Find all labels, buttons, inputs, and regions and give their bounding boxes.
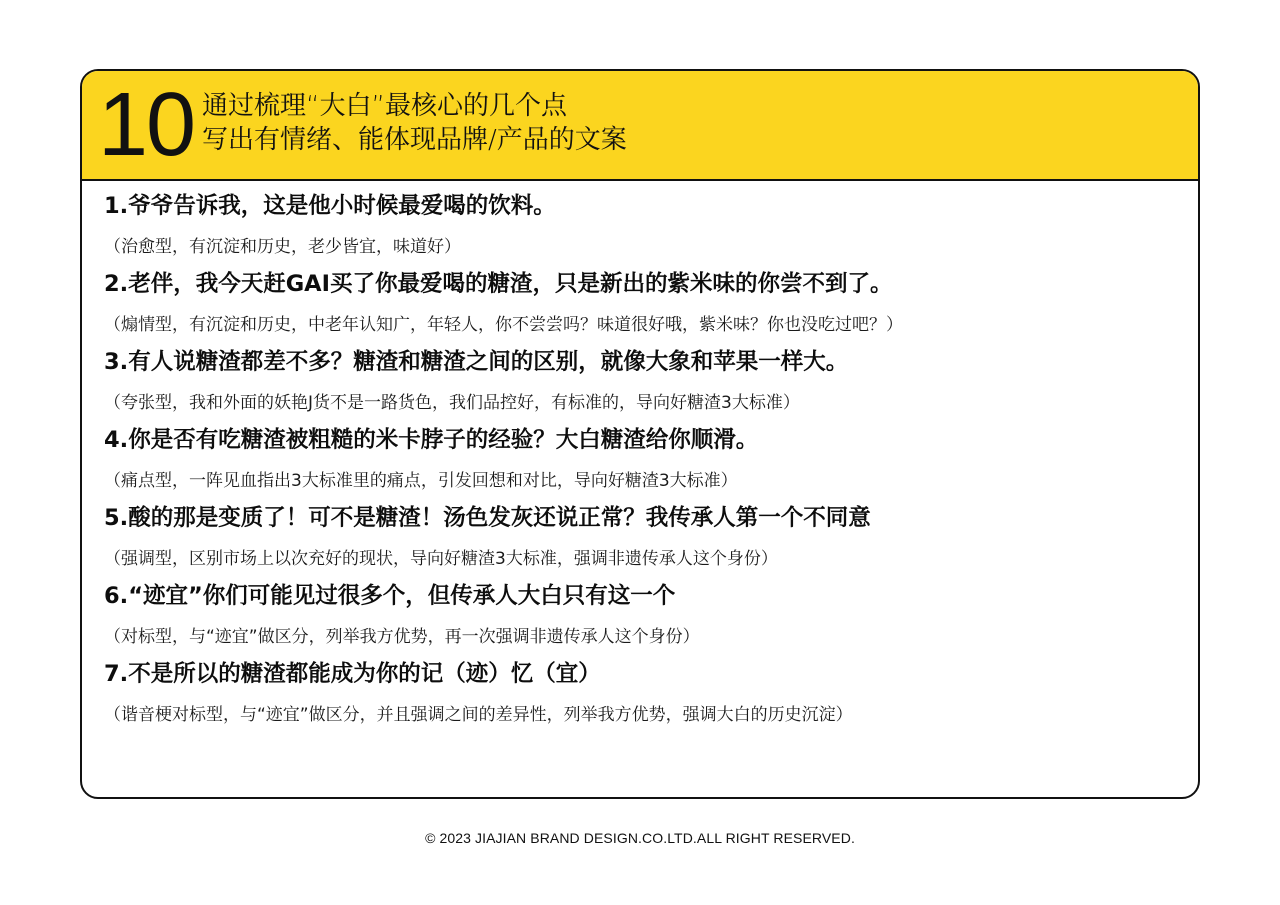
list-item xyxy=(104,425,1178,495)
item-note: （煽情型，有沉淀和历史，中老年认知广，年轻人，你不尝尝吗？味道很好哦，紫米味？你也没吃过吧？） xyxy=(104,315,903,335)
item-note: （夸张型，我和外面的妖艳J货不是一路货色，我们品控好，有标准的，导向好糖渣3大标准） xyxy=(104,393,800,413)
item-title: 1.爷爷告诉我，这是他小时候最爱喝的饮料。 xyxy=(104,193,556,219)
list-item xyxy=(104,347,1178,417)
item-title: 5.酸的那是变质了！可不是糖渣！汤色发灰还说正常？我传承人第一个不同意 xyxy=(104,505,871,531)
item-note: （强调型，区别市场上以次充好的现状，导向好糖渣3大标准，强调非遗传承人这个身份） xyxy=(104,549,778,569)
header-text xyxy=(202,89,627,157)
list-item xyxy=(104,581,1178,651)
list-item xyxy=(104,503,1178,573)
content-card xyxy=(80,69,1200,799)
list-item xyxy=(104,269,1178,339)
item-note: （对标型，与“迹宜”做区分，列举我方优势，再一次强调非遗传承人这个身份） xyxy=(104,627,700,647)
item-note: （治愈型，有沉淀和历史，老少皆宜，味道好） xyxy=(104,237,461,257)
list-item xyxy=(104,191,1178,261)
item-title: 2.老伴，我今天赶GAI买了你最爱喝的糖渣，只是新出的紫米味的你尝不到了。 xyxy=(104,271,893,297)
copyright-footer: © 2023 JIAJIAN BRAND DESIGN.CO.LTD.ALL RIGHT RESERVED. xyxy=(425,830,855,846)
item-title: 7.不是所以的糖渣都能成为你的记（迹）忆（宜） xyxy=(104,661,601,687)
copy-list xyxy=(104,191,1178,737)
item-title: 6.“迹宜”你们可能见过很多个，但传承人大白只有这一个 xyxy=(104,583,676,609)
header-line-1: 通过梳理“大白”最核心的几个点 xyxy=(202,91,567,121)
card-header xyxy=(82,71,1198,181)
section-number: 10 xyxy=(98,75,195,175)
item-note: （谐音梗对标型，与“迹宜”做区分，并且强调之间的差异性，列举我方优势，强调大白的历史沉淀） xyxy=(104,705,853,725)
item-note: （痛点型，一阵见血指出3大标准里的痛点，引发回想和对比，导向好糖渣3大标准） xyxy=(104,471,738,491)
item-title: 3.有人说糖渣都差不多？糖渣和糖渣之间的区别，就像大象和苹果一样大。 xyxy=(104,349,849,375)
header-line-2: 写出有情绪、能体现品牌/产品的文案 xyxy=(202,125,627,155)
item-title: 4.你是否有吃糖渣被粗糙的米卡脖子的经验？大白糖渣给你顺滑。 xyxy=(104,427,759,453)
list-item xyxy=(104,659,1178,729)
